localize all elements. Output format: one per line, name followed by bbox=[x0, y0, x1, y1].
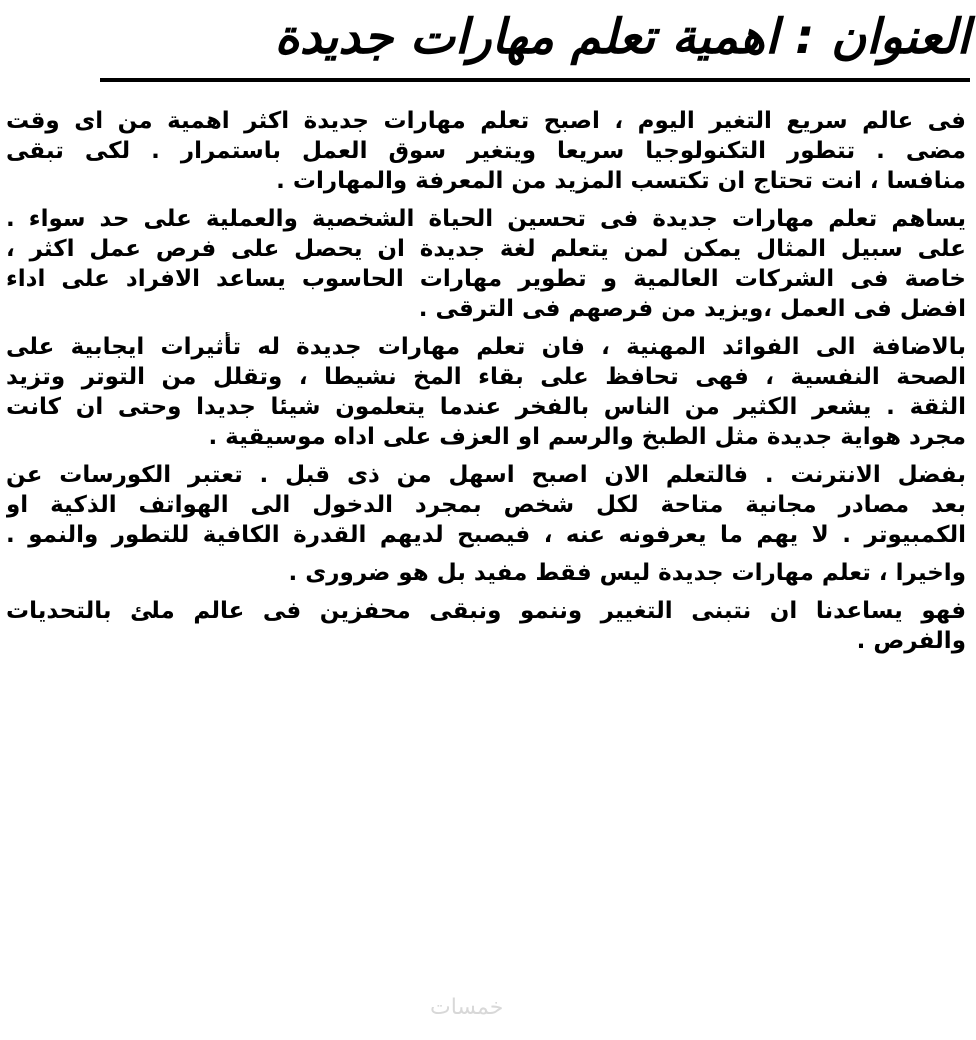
paragraph-line: الثقة . يشعر الكثير من الناس بالفخر عندما يتعلمون شيئا جديدا وحتى ان كانت bbox=[6, 394, 966, 420]
paragraph-1 bbox=[6, 106, 966, 196]
paragraph-line: فى عالم سريع التغير اليوم ، اصبح تعلم مهارات جديدة اكثر اهمية من اى وقت bbox=[6, 108, 966, 134]
paragraph-line: مجرد هواية جديدة مثل الطبخ والرسم او العزف على اداه موسيقية . bbox=[208, 424, 966, 450]
paragraph-line: مضى . تتطور التكنولوجيا سريعا ويتغير سوق العمل باستمرار . لكى تبقى bbox=[6, 138, 966, 164]
paragraph-6 bbox=[6, 596, 966, 656]
paragraph-5 bbox=[6, 558, 966, 588]
paragraph-2 bbox=[6, 204, 966, 324]
paragraph-line: منافسا ، انت تحتاج ان تكتسب المزيد من المعرفة والمهارات . bbox=[276, 168, 966, 194]
paragraph-line: بالاضافة الى الفوائد المهنية ، فان تعلم مهارات جديدة له تأثيرات ايجابية على bbox=[6, 334, 966, 360]
paragraph-3 bbox=[6, 332, 966, 452]
paragraph-line: بفضل الانترنت . فالتعلم الان اصبح اسهل من ذى قبل . تعتبر الكورسات عن bbox=[6, 462, 966, 488]
paragraph-line: فهو يساعدنا ان نتبنى التغيير وننمو ونبقى محفزين فى عالم ملئ بالتحديات bbox=[6, 598, 966, 624]
document-body bbox=[6, 106, 966, 664]
paragraph-line: والفرص . bbox=[856, 628, 966, 654]
watermark-logo: خمسات bbox=[430, 995, 504, 1020]
paragraph-line: يساهم تعلم مهارات جديدة فى تحسين الحياة الشخصية والعملية على حد سواء . bbox=[6, 206, 966, 232]
paragraph-line: بعد مصادر مجانية متاحة لكل شخص بمجرد الدخول الى الهواتف الذكية او bbox=[6, 492, 966, 518]
paragraph-line: على سبيل المثال يمكن لمن يتعلم لغة جديدة ان يحصل على فرص عمل اكثر ، bbox=[6, 236, 966, 262]
title-underline bbox=[100, 78, 970, 82]
paragraph-line: افضل فى العمل ،ويزيد من فرصهم فى الترقى . bbox=[418, 296, 966, 322]
document-title: العنوان : اهمية تعلم مهارات جديدة bbox=[274, 9, 970, 65]
paragraph-line: خاصة فى الشركات العالمية و تطوير مهارات الحاسوب يساعد الافراد على اداء bbox=[6, 266, 966, 292]
paragraph-line: واخيرا ، تعلم مهارات جديدة ليس فقط مفيد بل هو ضرورى . bbox=[288, 560, 966, 586]
paragraph-line: الصحة النفسية ، فهى تحافظ على بقاء المخ نشيطا ، وتقلل من التوتر وتزيد bbox=[6, 364, 966, 390]
paragraph-4 bbox=[6, 460, 966, 550]
paragraph-line: الكمبيوتر . لا يهم ما يعرفونه عنه ، فيصبح لديهم القدرة الكافية للتطور والنمو . bbox=[6, 522, 966, 548]
